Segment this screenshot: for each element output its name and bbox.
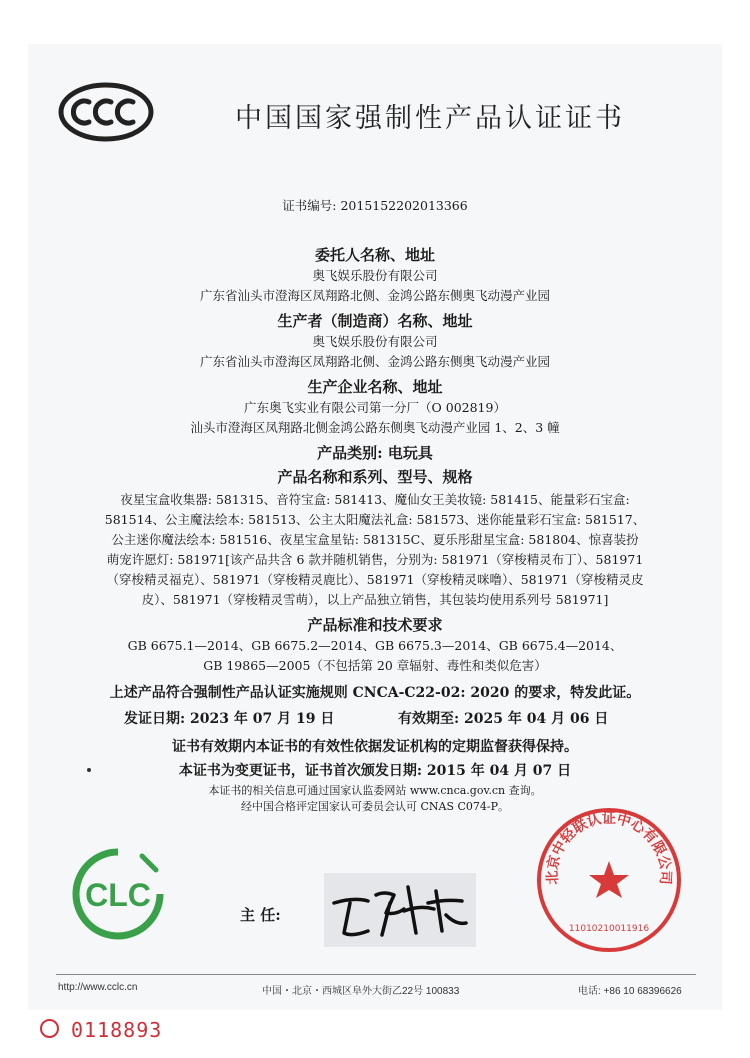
certification-seal-icon [534,805,684,955]
client-heading: 委托人名称、地址 [314,246,435,264]
factory-address: 汕头市澄海区凤翔路北侧金鸿公路东侧奥飞动漫产业园 1、2、3 幢 [190,420,560,435]
standard-line: GB 19865—2005（不包括第 20 章辐射、毒性和类似危害） [203,658,547,673]
manufacturer-name: 奥飞娱乐股份有限公司 [312,334,438,349]
svg-text:北京中轻联认证中心有限公司: 北京中轻联认证中心有限公司 [544,810,674,886]
product-line: 皮）、581971（穿梭精灵雪萌），以上产品独立销售，其包装均使用系列号 581971] [141,592,609,607]
footer-divider [56,974,696,975]
client-name: 奥飞娱乐股份有限公司 [312,268,438,283]
product-line: 公主迷你魔法绘本: 581516、夜星宝盒星钻: 581315C、夏乐彤甜星宝盒: 581804、惊喜装扮 [111,532,639,547]
clc-logo-icon [70,846,166,942]
products-heading: 产品名称和系列、型号、规格 [277,468,473,486]
footer-website: http://www.cclc.cn [58,982,138,993]
cert-number: 证书编号: 2015152202013366 [282,198,468,213]
manufacturer-heading: 生产者（制造商）名称、地址 [277,312,473,330]
factory-name: 广东奥飞实业有限公司第一分厂（O 002819） [244,400,506,415]
product-line: 萌宠许愿灯: 581971[该产品共含 6 款并随机销售，分别为: 581971（穿梭精灵布丁）、581971 [106,552,644,567]
client-address: 广东省汕头市澄海区凤翔路北侧、金鸿公路东侧奥飞动漫产业园 [199,288,550,303]
manufacturer-address: 广东省汕头市澄海区凤翔路北侧、金鸿公路东侧奥飞动漫产业园 [199,354,550,369]
revision-note: 本证书为变更证书，证书首次颁发日期: 2015 年 04 月 07 日 [178,763,572,779]
ink-dot [87,768,91,772]
conformity-statement: 上述产品符合强制性产品认证实施规则 CNCA-C22-02: 2020 的要求，特发此证。 [109,685,641,701]
product-line: 夜星宝盒收集器: 581315、音符宝盒: 581413、魔仙女王美妆镜: 581415、能量彩石宝盒: [120,492,630,507]
standards-heading: 产品标准和技术要求 [307,616,443,634]
svg-text:11010210011916: 11010210011916 [568,924,650,934]
ccc-logo-icon [58,82,154,142]
footer-phone: 电话: +86 10 68396626 [578,986,682,997]
query-note: 本证书的相关信息可通过国家认监委网站 www.cnca.gov.cn 查询。 [208,784,542,797]
director-signature-icon [324,873,476,947]
product-line: 581514、公主魔法绘本: 581513、公主太阳魔法礼盒: 581573、迷你能量彩石宝盒: 581517、 [104,512,646,527]
standard-line: GB 6675.1—2014、GB 6675.2—2014、GB 6675.3—2014、GB 6675.4—2014、 [127,638,623,653]
footer-address: 中国・北京・西城区阜外大街乙22号 100833 [262,986,460,997]
expiry-date: 有效期至: 2025 年 04 月 06 日 [398,711,609,727]
factory-heading: 生产企业名称、地址 [307,378,443,396]
svg-text:CLC: CLC [85,877,151,913]
product-line: （穿梭精灵福克）、581971（穿梭精灵鹿比）、581971（穿梭精灵咪噜）、581971（穿梭精灵皮 [106,572,644,587]
product-category: 产品类别: 电玩具 [317,444,433,462]
director-label: 主 任: [240,906,281,924]
serial-value: 0118893 [71,1018,163,1042]
serial-number [40,1018,162,1042]
validity-note: 证书有效期内本证书的有效性依据发证机构的定期监督获得保持。 [172,739,578,755]
accreditation-note: 经中国合格评定国家认可委员会认可 CNAS C074-P。 [240,800,510,813]
issue-date: 发证日期: 2023 年 07 月 19 日 [124,711,335,727]
certificate-title: 中国国家强制性产品认证证书 [235,103,625,134]
serial-ring-icon [40,1019,59,1038]
